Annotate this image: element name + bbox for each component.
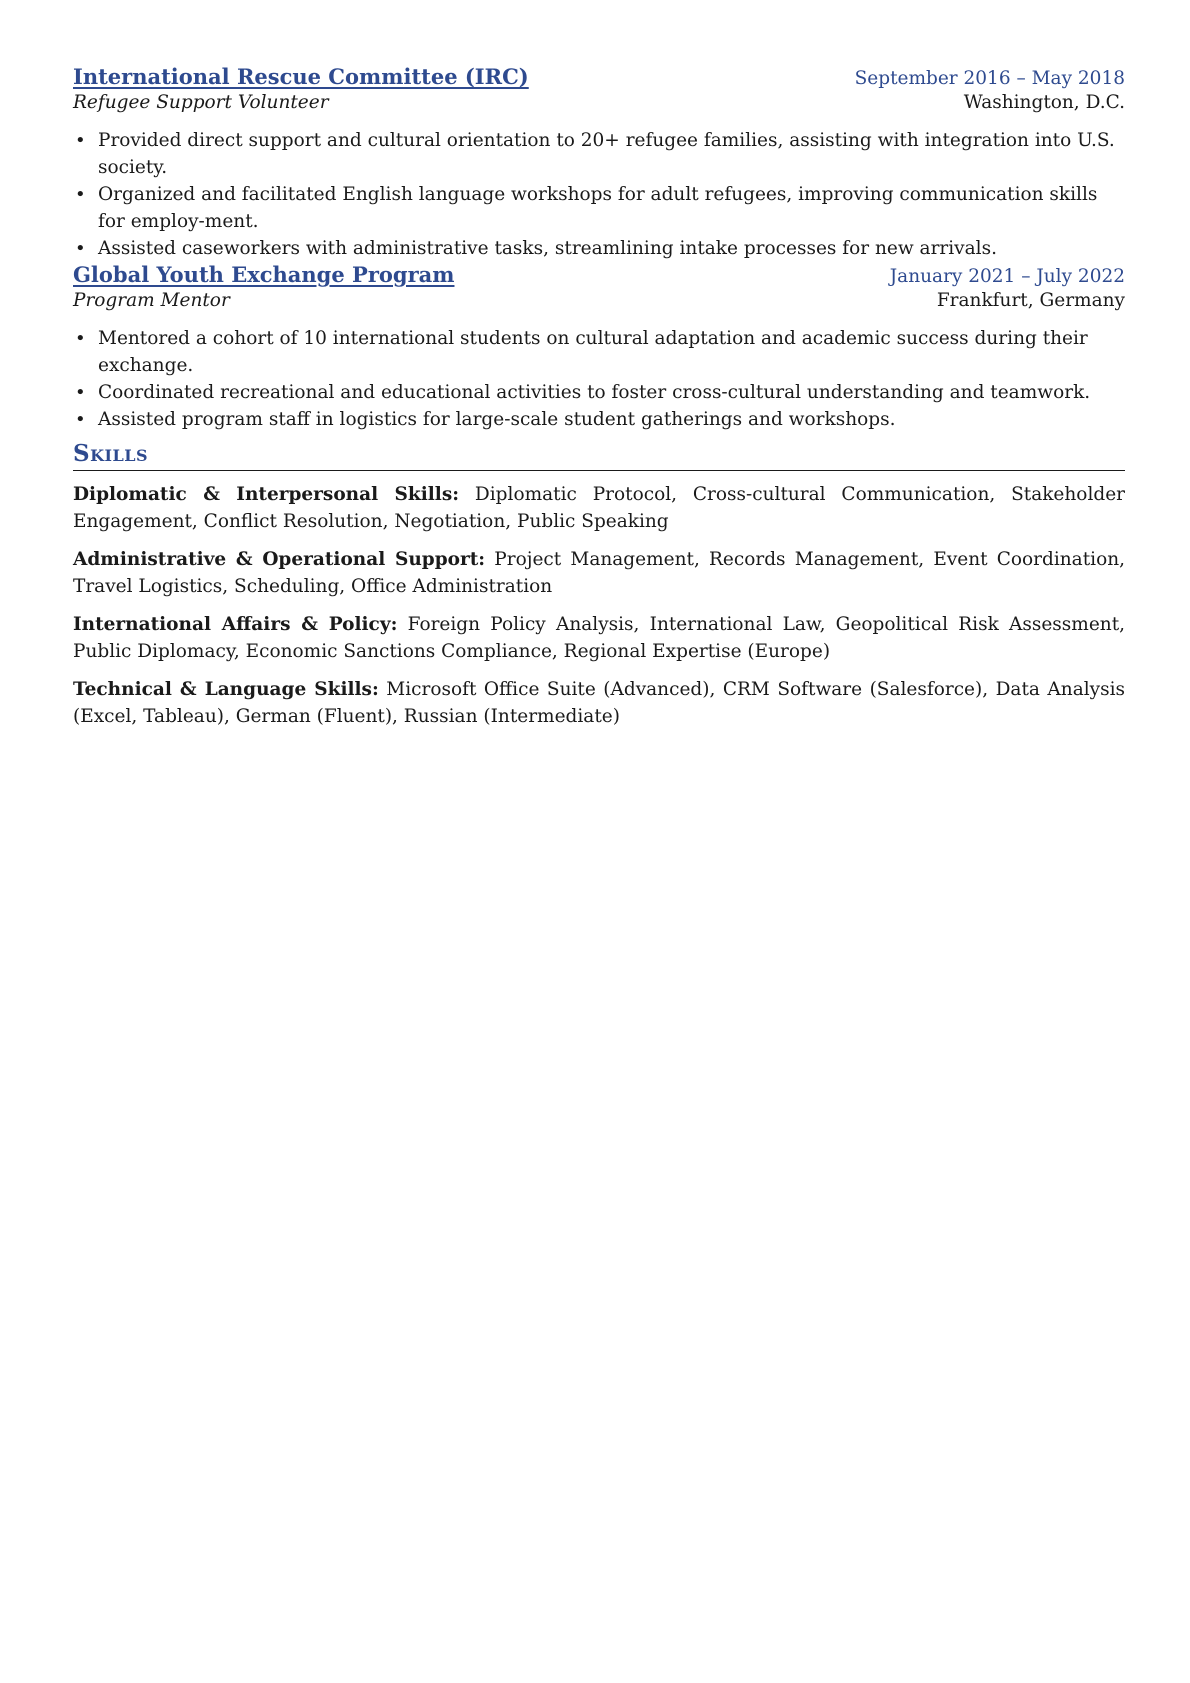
entry-subheader [73,92,1125,119]
skill-group [73,481,1125,535]
entry-bullets [73,325,1125,433]
organization-link[interactable]: International Rescue Committee (IRC) [73,64,529,89]
skill-text: Foreign Policy Analysis, International Law, Geopolitical Risk Assessment, Public Diplomacy, Economic Sanctions Compliance, Regional Expertise (Europe) [73,614,1126,662]
entry-header [73,64,1125,92]
bullet-item: • Assisted program staff in logistics for large-scale student gatherings and workshops. [73,406,1125,433]
skill-text: Diplomatic Protocol, Cross-cultural Communication, Stakeholder Engagement, Conflict Resolution, Negotiation, Public Speaking [73,484,1125,532]
skill-text: Microsoft Office Suite (Advanced), CRM Software (Salesforce), Data Analysis (Excel, Tableau), German (Fluent), Russian (Intermediate) [73,679,1125,727]
entry-bullets [73,127,1125,262]
skill-label: Technical & Language Skills: [73,679,379,700]
entry-role: Refugee Support Volunteer [73,92,329,113]
skill-label: International Affairs & Policy: [73,614,398,635]
skill-label: Administrative & Operational Support: [73,549,486,570]
skill-group [73,546,1125,600]
experience-entry-gyep [73,262,1125,433]
bullet-item: • Provided direct support and cultural orientation to 20+ refugee families, assisting with integration into U.S. society. [73,127,1125,181]
experience-entry-irc [73,64,1125,262]
bullet-item: • Organized and facilitated English language workshops for adult refugees, improving communication skills for employ-ment. [73,181,1125,235]
resume-content [73,64,1125,730]
bullet-item: • Assisted caseworkers with administrative tasks, streamlining intake processes for new arrivals. [73,235,1125,262]
skill-text: Project Management, Records Management, Event Coordination, Travel Logistics, Scheduling, Office Administration [73,549,1126,597]
entry-header [73,262,1125,290]
skill-group [73,676,1125,730]
entry-location: Washington, D.C. [963,92,1125,113]
skills-section-title: Skills [73,439,1125,471]
skill-group [73,611,1125,665]
entry-role: Program Mentor [73,290,230,311]
organization-link[interactable]: Global Youth Exchange Program [73,262,455,287]
bullet-item: • Mentored a cohort of 10 international students on cultural adaptation and academic success during their exchange. [73,325,1125,379]
entry-dates: September 2016 – May 2018 [854,68,1125,89]
entry-subheader [73,290,1125,317]
skill-label: Diplomatic & Interpersonal Skills: [73,484,460,505]
entry-dates: January 2021 – July 2022 [889,266,1125,287]
entry-location: Frankfurt, Germany [936,290,1125,311]
bullet-item: • Coordinated recreational and educational activities to foster cross-cultural understanding and teamwork. [73,379,1125,406]
